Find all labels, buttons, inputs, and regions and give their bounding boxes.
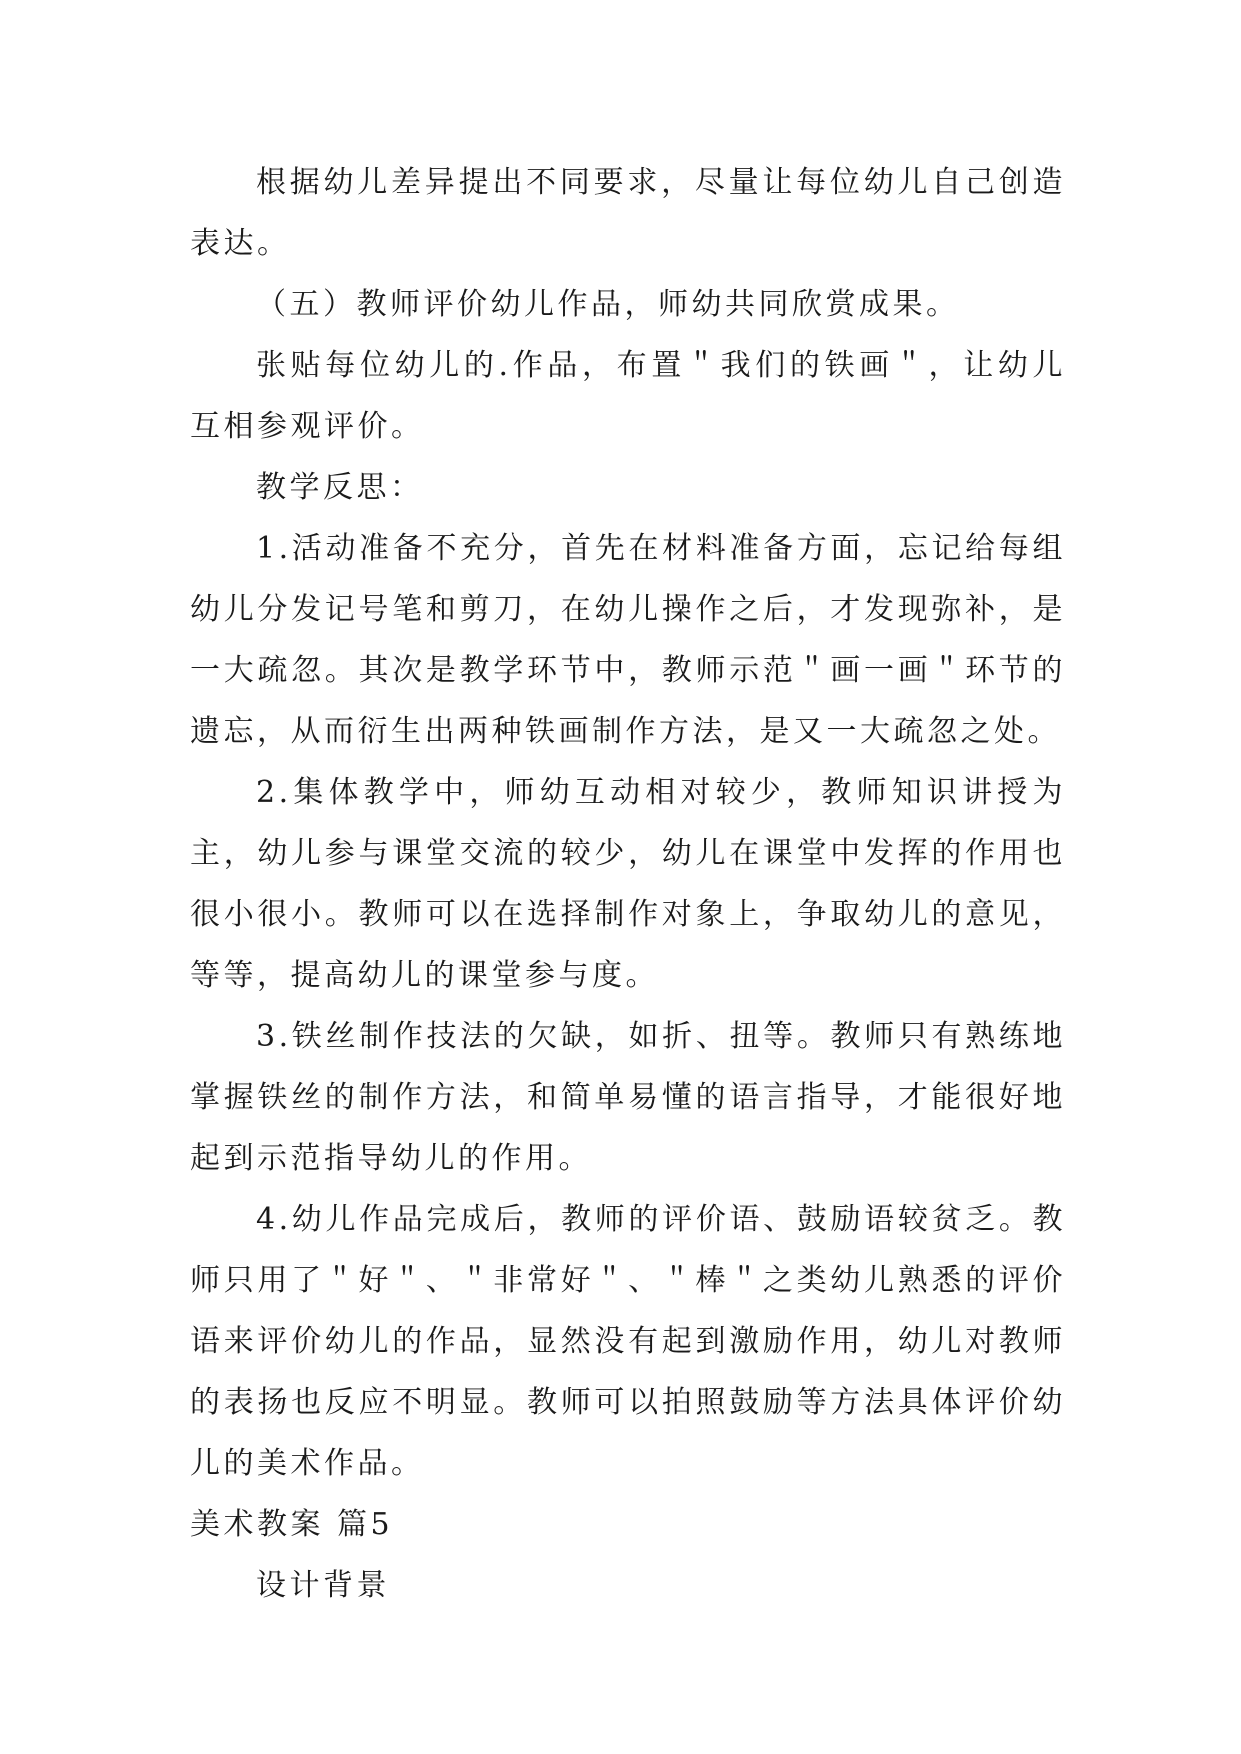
- paragraph-display-works: 张贴每位幼儿的.作品，布置＂我们的铁画＂，让幼儿互相参观评价。: [190, 348, 1066, 444]
- section-heading: 美术教案 篇5: [190, 1507, 394, 1542]
- paragraph-step-five: （五）教师评价幼儿作品，师幼共同欣赏成果。: [256, 287, 960, 322]
- paragraph-reflection-1: 1.活动准备不充分，首先在材料准备方面，忘记给每组幼儿分发记号笔和剪刀，在幼儿操作之后，才发现弥补，是一大疏忽。其次是教学环节中，教师示范＂画一画＂环节的遗忘，从而衍生出两种铁画制作方法，是又一大疏忽之处。: [190, 531, 1066, 749]
- document-page: [190, 152, 1066, 1616]
- paragraph-reflection-2: 2.集体教学中，师幼互动相对较少，教师知识讲授为主，幼儿参与课堂交流的较少，幼儿在课堂中发挥的作用也很小很小。教师可以在选择制作对象上，争取幼儿的意见，等等，提高幼儿的课堂参与度。: [190, 775, 1066, 993]
- paragraph-reflection-title: 教学反思：: [256, 470, 424, 505]
- paragraph-reflection-3: 3.铁丝制作技法的欠缺，如折、扭等。教师只有熟练地掌握铁丝的制作方法，和简单易懂的语言指导，才能很好地起到示范指导幼儿的作用。: [190, 1019, 1066, 1176]
- subheading-design-background: 设计背景: [256, 1568, 390, 1603]
- paragraph-requirements: 根据幼儿差异提出不同要求，尽量让每位幼儿自己创造表达。: [190, 165, 1066, 261]
- paragraph-reflection-4: 4.幼儿作品完成后，教师的评价语、鼓励语较贫乏。教师只用了＂好＂、＂非常好＂、＂棒＂之类幼儿熟悉的评价语来评价幼儿的作品，显然没有起到激励作用，幼儿对教师的表扬也反应不明显。教师可以拍照鼓励等方法具体评价幼儿的美术作品。: [190, 1202, 1066, 1481]
